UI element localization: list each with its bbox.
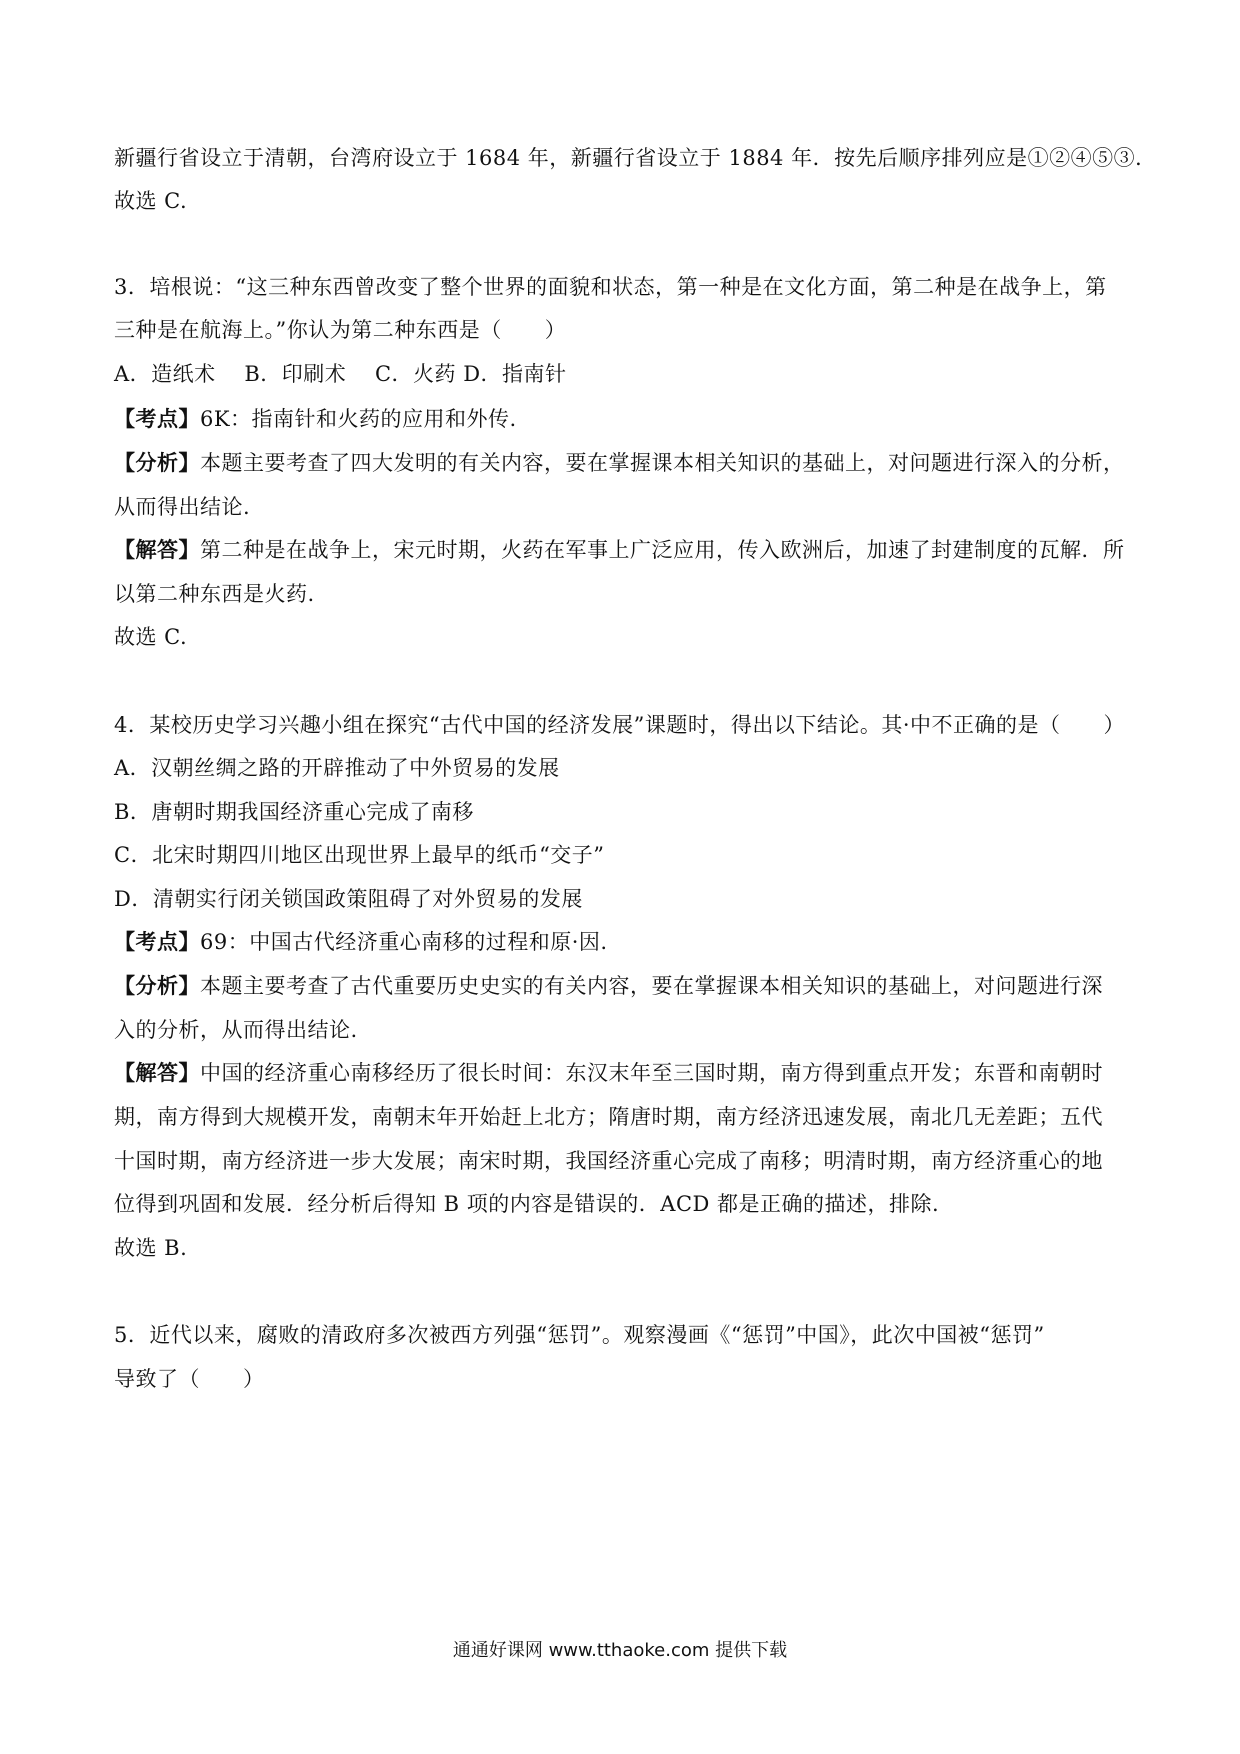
q4-stem: 4．某校历史学习兴趣小组在探究“古代中国的经济发展”课题时，得出以下结论。其·中不正确的是（ ） <box>114 713 1126 737</box>
q3-conclusion: 故选 C. <box>114 625 188 649</box>
q5-stem-line-2: 导致了（ ） <box>114 1367 265 1391</box>
q4-conclusion: 故选 B. <box>114 1236 188 1260</box>
q4-fenxi <box>114 971 1144 1001</box>
fenxi-tag: 【分析】 <box>114 450 200 475</box>
q5-stem-line-1: 5．近代以来，腐败的清政府多次被西方列强“惩罚”。观察漫画《“惩罚”中国》，此次中国被“惩罚” <box>114 1323 1045 1347</box>
q4-option-d: D．清朝实行闭关锁国政策阻碍了对外贸易的发展 <box>114 887 583 911</box>
jieda-tag: 【解答】 <box>114 537 200 562</box>
q4-jieda <box>114 1058 1144 1088</box>
q3-jieda-line-2: 以第二种东西是火药. <box>114 582 315 606</box>
q3-fenxi <box>114 448 1144 478</box>
q3-jieda <box>114 535 1144 565</box>
q4-fenxi-line-2: 入的分析，从而得出结论. <box>114 1018 358 1042</box>
kaodian-tag: 【考点】 <box>114 929 200 954</box>
q4-jieda-line-2: 期，南方得到大规模开发，南朝末年开始赶上北方；隋唐时期，南方经济迅速发展，南北几无差距；五代 <box>114 1105 1103 1129</box>
fenxi-text: 本题主要考查了四大发明的有关内容，要在掌握课本相关知识的基础上，对问题进行深入的分析， <box>200 451 1125 475</box>
q4-option-b: B．唐朝时期我国经济重心完成了南移 <box>114 800 474 824</box>
kaodian-text: 69：中国古代经济重心南移的过程和原·因. <box>200 930 608 954</box>
q3-stem-line-2: 三种是在航海上。”你认为第二种东西是（ ） <box>114 318 567 342</box>
q3-options: A．造纸术 B．印刷术 C．火药 D．指南针 <box>114 362 567 386</box>
jieda-text: 中国的经济重心南移经历了很长时间：东汉末年至三国时期，南方得到重点开发；东晋和南朝时 <box>200 1061 1103 1085</box>
q4-jieda-line-3: 十国时期，南方经济进一步大发展；南宋时期，我国经济重心完成了南移；明清时期，南方经济重心的地 <box>114 1149 1103 1173</box>
q4-option-c: C．北宋时期四川地区出现世界上最早的纸币“交子” <box>114 843 605 867</box>
page-footer: 通通好课网 www.tthaoke.com 提供下载 <box>452 1640 788 1661</box>
jieda-tag: 【解答】 <box>114 1060 200 1085</box>
q2-conclusion: 故选 C. <box>114 189 188 213</box>
q4-option-a: A．汉朝丝绸之路的开辟推动了中外贸易的发展 <box>114 756 560 780</box>
q3-kaodian <box>114 404 1144 434</box>
q3-stem-line-1: 3．培根说：“这三种东西曾改变了整个世界的面貌和状态，第一种是在文化方面，第二种是在战争上，第 <box>114 275 1107 299</box>
jieda-text: 第二种是在战争上，宋元时期，火药在军事上广泛应用，传入欧洲后，加速了封建制度的瓦解．所 <box>200 538 1125 562</box>
q2-answer-line: 新疆行省设立于清朝，台湾府设立于 1684 年，新疆行省设立于 1884 年．按先后顺序排列应是①②④⑤③． <box>114 146 1157 170</box>
kaodian-tag: 【考点】 <box>114 406 200 431</box>
q3-fenxi-line-2: 从而得出结论. <box>114 495 251 519</box>
fenxi-text: 本题主要考查了古代重要历史史实的有关内容，要在掌握课本相关知识的基础上，对问题进行深 <box>200 974 1103 998</box>
kaodian-text: 6K：指南针和火药的应用和外传. <box>200 407 517 431</box>
fenxi-tag: 【分析】 <box>114 973 200 998</box>
q4-kaodian <box>114 927 1144 957</box>
q4-jieda-line-4: 位得到巩固和发展．经分析后得知 B 项的内容是错误的．ACD 都是正确的描述，排除. <box>114 1192 940 1216</box>
